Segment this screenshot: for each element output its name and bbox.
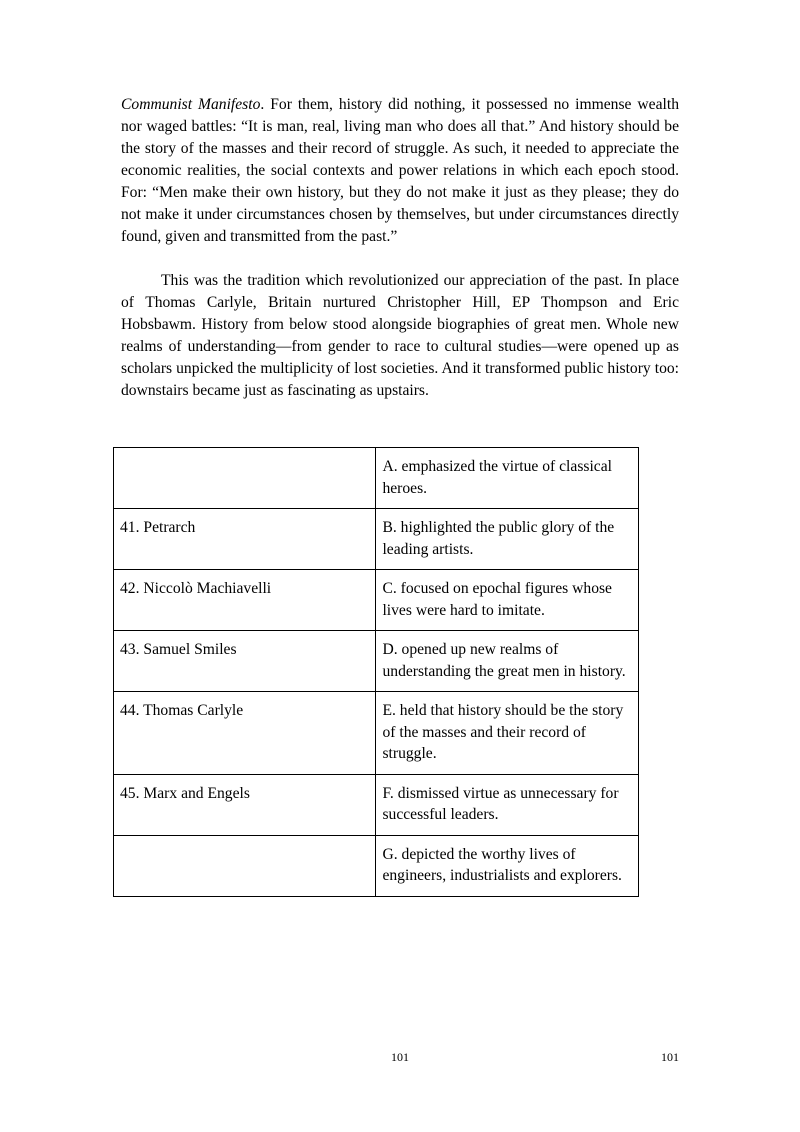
table-row xyxy=(114,774,639,835)
table-cell-person xyxy=(114,835,376,896)
body-text xyxy=(121,94,679,402)
table-row xyxy=(114,509,639,570)
table-row xyxy=(114,448,639,509)
book-title-italic: Communist Manifesto xyxy=(121,96,261,113)
table-row xyxy=(114,692,639,775)
table-row xyxy=(114,570,639,631)
table-cell-person: 43. Samuel Smiles xyxy=(114,631,376,692)
page-number-center: 101 xyxy=(391,1050,409,1064)
table-row xyxy=(114,631,639,692)
table-cell-person: 41. Petrarch xyxy=(114,509,376,570)
paragraph-1 xyxy=(121,94,679,248)
table-cell-option: F. dismissed virtue as unnecessary for successful leaders. xyxy=(376,774,639,835)
matching-table xyxy=(113,447,639,897)
table-cell-person xyxy=(114,448,376,509)
table-cell-person: 42. Niccolò Machiavelli xyxy=(114,570,376,631)
table-cell-option: G. depicted the worthy lives of engineers, industrialists and explorers. xyxy=(376,835,639,896)
table-cell-option: C. focused on epochal figures whose lives were hard to imitate. xyxy=(376,570,639,631)
page-number-right: 101 xyxy=(661,1050,679,1064)
table-cell-person: 45. Marx and Engels xyxy=(114,774,376,835)
table-cell-option: E. held that history should be the story of the masses and their record of struggle. xyxy=(376,692,639,775)
table-cell-option: D. opened up new realms of understanding the great men in history. xyxy=(376,631,639,692)
table-cell-option: A. emphasized the virtue of classical heroes. xyxy=(376,448,639,509)
table-cell-option: B. highlighted the public glory of the leading artists. xyxy=(376,509,639,570)
table-cell-person: 44. Thomas Carlyle xyxy=(114,692,376,775)
paragraph-2: This was the tradition which revolutionized our appreciation of the past. In place of Thomas Carlyle, Britain nurtured Christopher Hill, EP Thompson and Eric Hobsbawm. History from below stood alongside biographies of great men. Whole new realms of understanding—from gender to race to cultural studies—were opened up as scholars unpicked the multiplicity of lost societies. And it transformed public history too: downstairs became just as fascinating as upstairs. xyxy=(121,272,679,399)
table-row xyxy=(114,835,639,896)
paragraph-1-text: . For them, history did nothing, it possessed no immense wealth nor waged battles: “It is man, real, living man who does all that.” And history should be the story of the masses and their record of struggle. As such, it needed to appreciate the economic realities, the social contexts and power relations in which each epoch stood. For: “Men make their own history, but they do not make it just as they please; they do not make it under circumstances chosen by themselves, but under circumstances directly found, given and transmitted from the past.” xyxy=(121,96,679,245)
